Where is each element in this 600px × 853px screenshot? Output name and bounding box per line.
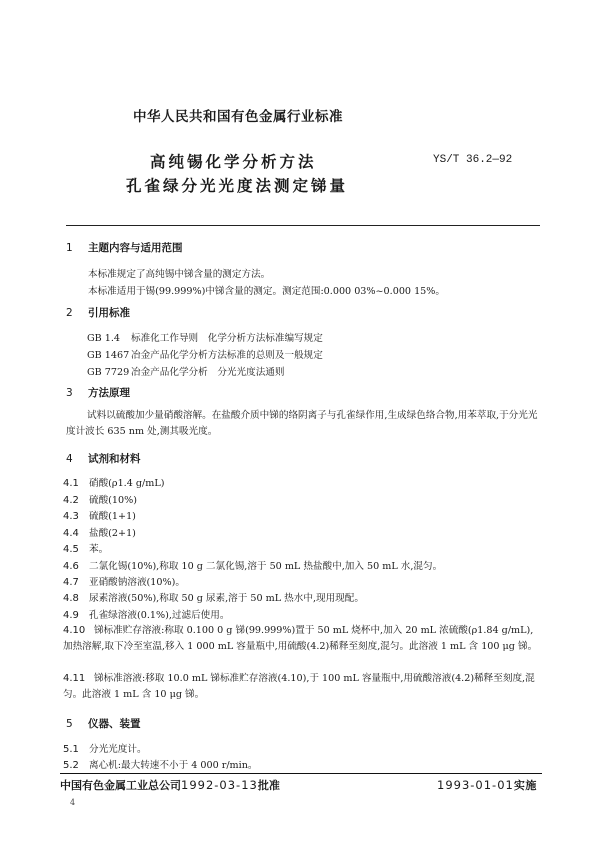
section-title: 方法原理 xyxy=(88,387,130,399)
section-4-heading xyxy=(66,451,141,466)
reagent-item: 4.5 苯。 xyxy=(63,544,109,555)
reagent-item: 4.8 尿素溶液(50%),称取 50 g 尿素,溶于 50 mL 热水中,现用现配。 xyxy=(63,593,364,604)
reagent-item: 4.4 盐酸(2+1) xyxy=(63,528,136,539)
reagent-item: 4.7 亚硝酸钠溶液(10%)。 xyxy=(63,577,185,588)
footer-divider xyxy=(60,773,542,774)
reference-item xyxy=(87,347,323,361)
effective-statement xyxy=(437,777,537,793)
section-number: 5 xyxy=(66,718,73,730)
reference-title: 冶金产品化学分析方法标准的总则及一般规定 xyxy=(131,350,323,361)
approval-statement xyxy=(60,777,280,793)
section-title: 仪器、装置 xyxy=(88,718,141,730)
issuer: 中国有色金属工业总公司 xyxy=(60,779,181,792)
reference-code: GB 1.4 xyxy=(87,333,121,344)
reference-item xyxy=(87,330,323,344)
reagent-item: 4.6 二氯化锡(10%),称取 10 g 二氯化锡,溶于 50 mL 热盐酸中,加入 50 mL 水,混匀。 xyxy=(63,561,443,572)
section-3-paragraph: 试料以硫酸加少量硝酸溶解。在盐酸介质中锑的络阴离子与孔雀绿作用,生成绿色络合物,用苯萃取,于分光光度计波长 635 nm 处,测其吸光度。 xyxy=(66,410,538,437)
section-number: 2 xyxy=(66,307,73,319)
document-title-line1: 高纯锡化学分析方法 xyxy=(150,153,317,171)
header-divider xyxy=(66,225,540,226)
effective-date: 1993-01-01 xyxy=(437,778,514,792)
reagent-item: 4.11 锑标准溶液:移取 10.0 mL 锑标准贮存溶液(4.10),于 100 mL 容量瓶中,用硫酸溶液(4.2)稀释至刻度,混匀。此溶液 1 mL 含 10 μg 锑。 xyxy=(63,673,535,700)
section-1-heading xyxy=(66,240,183,255)
section-5-heading xyxy=(66,716,141,731)
section-number: 1 xyxy=(66,242,73,254)
section-title: 主题内容与适用范围 xyxy=(88,242,183,254)
section-title: 试剂和材料 xyxy=(88,453,141,465)
section-title: 引用标准 xyxy=(88,307,130,319)
reagent-item: 4.2 硫酸(10%) xyxy=(63,495,137,506)
effective-label: 实施 xyxy=(513,779,537,792)
reagent-item: 4.10 锑标准贮存溶液:称取 0.100 0 g 锑(99.999%)置于 50 mL 烧杯中,加入 20 mL 浓硫酸(ρ1.84 g/mL),加热溶解,取下冷至室温,移入 1 000 mL 容量瓶中,用硫酸(4.2)稀释至刻度,混匀。此溶液 1 mL 含 100 μg 锑。 xyxy=(63,625,538,652)
apparatus-item: 5.2 离心机:最大转速不小于 4 000 r/min。 xyxy=(63,760,258,771)
organization-header: 中华人民共和国有色金属行业标准 xyxy=(133,109,343,125)
reagent-item: 4.9 孔雀绿溶液(0.1%),过滤后使用。 xyxy=(63,610,230,621)
reagent-item: 4.3 硫酸(1+1) xyxy=(63,511,136,522)
reference-code: GB 1467 xyxy=(87,350,130,361)
approval-date: 1992-03-13 xyxy=(181,778,258,792)
section-3-heading xyxy=(66,385,130,400)
section-number: 3 xyxy=(66,387,73,399)
section-2-heading xyxy=(66,305,130,320)
reference-title: 标准化工作导则 化学分析方法标准编写规定 xyxy=(131,333,323,344)
standard-code: YS/T 36.2—92 xyxy=(433,154,513,166)
section-number: 4 xyxy=(66,453,73,465)
document-title-line2: 孔雀绿分光光度法测定锑量 xyxy=(126,177,349,195)
apparatus-item: 5.1 分光光度计。 xyxy=(63,744,147,755)
page-number: 4 xyxy=(70,798,76,807)
reference-title: 冶金产品化学分析 分光光度法通则 xyxy=(131,367,285,378)
reference-item xyxy=(87,364,285,378)
approval-label: 批准 xyxy=(257,779,280,792)
reference-code: GB 7729 xyxy=(87,367,130,378)
section-1-paragraph-1: 本标准规定了高纯锡中锑含量的测定方法。 xyxy=(88,269,271,280)
section-1-paragraph-2: 本标准适用于锡(99.999%)中锑含量的测定。测定范围:0.000 03%~0.000 15%。 xyxy=(88,286,445,297)
reagent-item: 4.1 硝酸(ρ1.4 g/mL) xyxy=(63,478,165,489)
